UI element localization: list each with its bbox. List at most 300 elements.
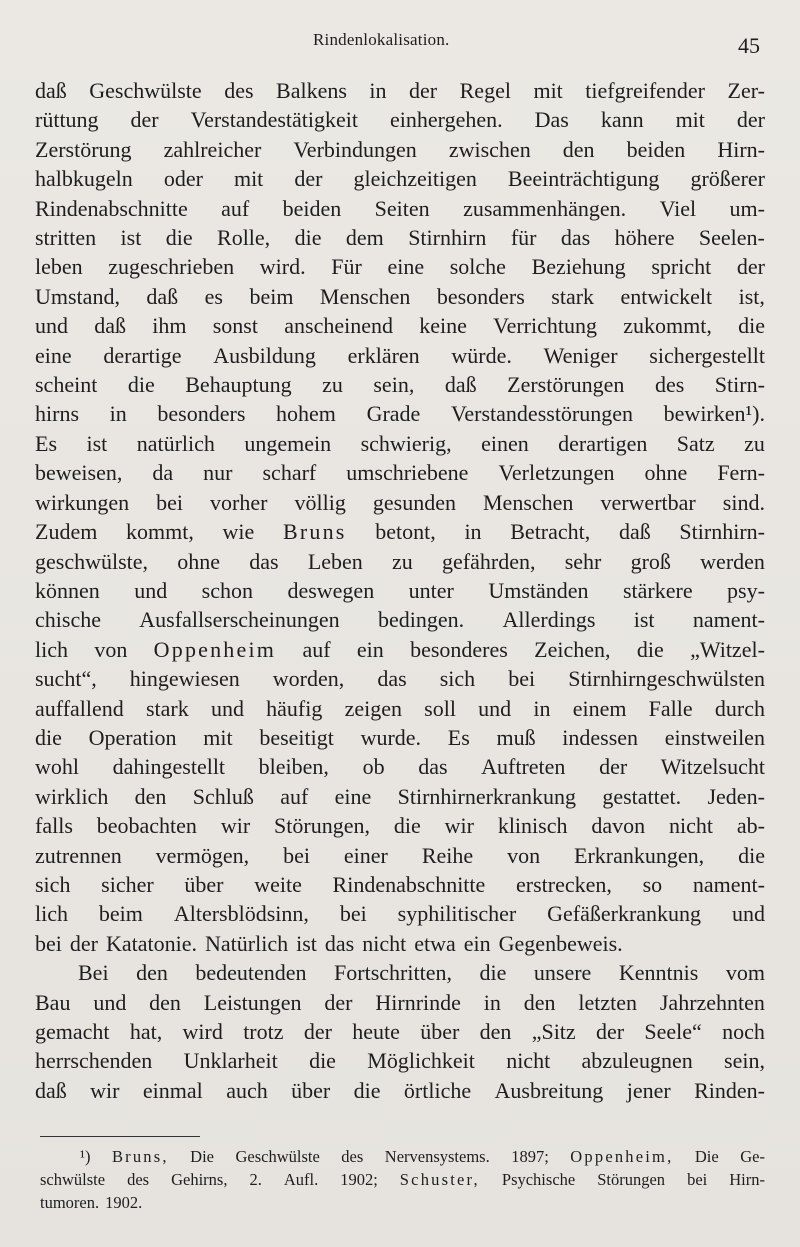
word: vorher <box>210 489 268 515</box>
word: halbkugeln <box>35 166 133 192</box>
word: Nervensystems. <box>384 1147 490 1166</box>
word: erklären <box>347 342 420 368</box>
word: lich <box>35 901 68 927</box>
word: die <box>35 724 62 750</box>
word: natürlich <box>136 430 215 456</box>
page-number: 45 <box>738 33 760 58</box>
word: Es <box>447 724 470 750</box>
word: den <box>523 989 556 1015</box>
word: 1902; <box>340 1170 378 1189</box>
word: ¹) <box>80 1147 91 1166</box>
word: scharf <box>262 460 317 486</box>
word: keine <box>419 313 467 339</box>
word: sonst <box>212 313 258 339</box>
word: das <box>249 548 279 574</box>
word: anscheinend <box>284 313 393 339</box>
word: Rindenabschnitte <box>332 871 486 897</box>
word: derartigen <box>558 430 648 456</box>
text-line <box>35 811 765 840</box>
word: bei <box>35 930 62 956</box>
word: der <box>596 1019 625 1044</box>
word: Seiten <box>374 195 430 221</box>
word: daß <box>35 1077 67 1103</box>
word: der <box>69 930 98 956</box>
word: stritten <box>35 225 97 251</box>
word: „Witzel- <box>690 636 765 662</box>
word: beim <box>249 283 294 309</box>
word: die <box>393 813 421 839</box>
word: sucht“, <box>35 666 97 692</box>
word: über <box>420 1019 460 1044</box>
word: kommt, <box>126 519 194 545</box>
footnotes <box>40 1145 765 1214</box>
text-line <box>35 76 765 105</box>
word: Fern- <box>717 460 765 486</box>
word: Rinden- <box>694 1077 765 1103</box>
word: den <box>562 136 595 162</box>
word: Bruns <box>283 519 347 545</box>
word: und <box>35 313 68 339</box>
word: trotz <box>243 1019 284 1044</box>
word: einmal <box>142 1077 203 1103</box>
footnote-line <box>40 1168 765 1191</box>
word: können <box>35 577 100 603</box>
word: daß <box>35 78 67 103</box>
word: unter <box>408 577 454 603</box>
word: Gefäßerkrankung <box>547 901 702 927</box>
word: beiden <box>282 195 342 221</box>
word: und <box>210 695 244 721</box>
word: bei <box>339 901 367 927</box>
word: und <box>93 989 127 1015</box>
word: Altersblödsinn, <box>173 901 309 927</box>
text-line <box>35 723 765 752</box>
word: zahlreicher <box>163 136 262 162</box>
word: Operation <box>88 724 177 750</box>
word: Erkrankungen, <box>574 842 705 868</box>
word: derartige <box>103 342 182 368</box>
word: Umständen <box>488 577 589 603</box>
word: den <box>479 1019 512 1044</box>
word: bei <box>687 1170 708 1189</box>
word: beim <box>98 901 143 927</box>
word: gestattet. <box>602 783 682 809</box>
word: die <box>127 372 155 398</box>
text-line <box>35 576 765 605</box>
word: sind. <box>722 489 765 515</box>
word: hohem <box>276 401 336 427</box>
word: unsere <box>533 960 592 986</box>
word: Kenntnis <box>618 960 699 986</box>
word: Falle <box>648 695 693 721</box>
word: in <box>483 989 501 1015</box>
word: beseitigt <box>259 724 334 750</box>
word: leben <box>35 254 83 280</box>
word: die <box>353 1077 381 1103</box>
word: und <box>134 577 168 603</box>
text-line <box>35 399 765 428</box>
word: häufig <box>266 695 323 721</box>
word: örtliche <box>403 1077 472 1103</box>
word: der <box>130 107 159 133</box>
word: Störungen, <box>274 813 370 839</box>
word: Behauptung <box>185 372 292 398</box>
text-line <box>35 547 765 576</box>
word: um- <box>729 195 765 221</box>
word: Seele“ <box>644 1019 702 1044</box>
word: beiden <box>626 136 686 162</box>
word: Zerstörung <box>35 136 132 162</box>
word: der <box>736 254 765 280</box>
word: spricht <box>651 254 712 280</box>
word: soll <box>424 695 456 721</box>
text-line <box>35 311 765 340</box>
word: ungemein <box>244 430 332 456</box>
word: Bau <box>35 989 71 1015</box>
word: heute <box>352 1019 400 1044</box>
word: ist <box>120 225 142 251</box>
word: Oppenheim <box>153 636 277 662</box>
word: zusammenhängen. <box>463 195 627 221</box>
word: stärkere <box>622 577 693 603</box>
text-line <box>35 164 765 193</box>
word: nicht <box>669 813 713 839</box>
word: Möglichkeit <box>367 1048 475 1074</box>
word: ist <box>296 930 317 956</box>
word: sich <box>35 871 71 897</box>
word: von <box>94 636 128 662</box>
word: den <box>134 783 167 809</box>
text-line <box>35 194 765 223</box>
word: zutrennen <box>35 842 122 868</box>
word: besonderes <box>410 636 508 662</box>
word: 1897; <box>511 1147 549 1166</box>
word: der <box>294 166 323 192</box>
word: die <box>309 1048 336 1074</box>
text-line <box>35 605 765 634</box>
running-head: Rindenlokalisation. <box>313 30 450 49</box>
word: bleiben, <box>258 754 329 780</box>
word: bei <box>156 489 184 515</box>
word: das <box>418 754 448 780</box>
text-line <box>35 105 765 134</box>
word: gesunden <box>372 489 456 515</box>
word: hingewiesen <box>129 666 240 692</box>
text-line <box>35 488 765 517</box>
word: Reihe <box>421 842 474 868</box>
word: kann <box>600 107 644 133</box>
word: auffallend <box>35 695 124 721</box>
word: des <box>654 372 685 398</box>
word: auf <box>280 783 309 809</box>
word: bedeutenden <box>195 960 307 986</box>
word: zwischen <box>448 136 531 162</box>
word: so <box>642 871 663 897</box>
word: Unklarheit <box>183 1048 278 1074</box>
word: Seelen- <box>698 225 765 251</box>
word: daß <box>94 313 127 339</box>
word: mit <box>675 107 705 133</box>
word: abzuleugnen <box>581 1048 693 1074</box>
word: ab- <box>736 813 765 839</box>
word: größerer <box>690 166 765 192</box>
word: einhergehen. <box>390 107 503 133</box>
word: bedingen. <box>378 607 465 633</box>
word: oder <box>163 166 203 192</box>
word: ist <box>86 430 108 456</box>
text-line <box>35 929 765 958</box>
word: groß <box>630 548 671 574</box>
word: Störungen <box>597 1170 666 1189</box>
text-line <box>35 282 765 311</box>
word: wohl <box>35 754 79 780</box>
word: höhere <box>614 225 675 251</box>
word: zu <box>744 430 765 456</box>
footnote-line <box>40 1145 765 1168</box>
word: Verrichtung <box>493 313 597 339</box>
word: Ge- <box>740 1147 765 1166</box>
word: wie <box>222 519 255 545</box>
text-line <box>35 1046 765 1075</box>
word: durch <box>714 695 765 721</box>
word: Zeichen, <box>534 636 611 662</box>
text-line <box>35 841 765 870</box>
word: die <box>738 842 765 868</box>
word: Allerdings <box>502 607 596 633</box>
word: die <box>165 225 193 251</box>
word: Verstandesstörungen <box>450 401 634 427</box>
word: herrschenden <box>35 1048 153 1074</box>
word: einer <box>343 842 388 868</box>
word: der <box>736 107 765 133</box>
word: davon <box>591 813 646 839</box>
word: Satz <box>676 430 715 456</box>
word: Geschwülste <box>89 78 202 103</box>
word: Aufl. <box>283 1170 319 1189</box>
word: beweisen, <box>35 460 123 486</box>
word: schon <box>201 577 253 603</box>
word: von <box>507 842 541 868</box>
word: Das <box>534 107 569 133</box>
word: einen <box>481 430 529 456</box>
word: Zerstörungen <box>507 372 625 398</box>
word: chische <box>35 607 101 633</box>
word: syphilitischer <box>397 901 517 927</box>
word: da <box>152 460 174 486</box>
word: gleichzeitigen <box>353 166 477 192</box>
text-line <box>35 899 765 928</box>
text-line <box>35 1017 765 1046</box>
text-line <box>35 958 765 987</box>
word: Verstandestätigkeit <box>190 107 359 133</box>
word: Psychische <box>501 1170 576 1189</box>
word: psy- <box>727 577 765 603</box>
text-line <box>35 429 765 458</box>
word: Stirnhirngeschwülsten <box>568 666 765 692</box>
word: sehr <box>564 548 602 574</box>
word: sicher <box>101 871 154 897</box>
word: lich <box>35 636 68 662</box>
word: Betracht, <box>510 519 591 545</box>
word: Es <box>35 430 57 456</box>
word: Rolle, <box>217 225 271 251</box>
word: die <box>479 960 507 986</box>
word: tiefgreifender <box>585 78 705 103</box>
text-line <box>35 341 765 370</box>
word: werden <box>700 548 765 574</box>
text-line <box>35 517 765 546</box>
word: mit <box>233 166 264 192</box>
word: wirklich <box>35 783 109 809</box>
footnote-divider <box>40 1136 200 1137</box>
text-line <box>35 664 765 693</box>
word: auch <box>226 1077 268 1103</box>
word: schwülste <box>40 1170 106 1189</box>
word: die <box>738 313 765 339</box>
word: wirkungen <box>35 489 130 515</box>
word: 2. <box>249 1170 262 1189</box>
word: die <box>294 225 322 251</box>
word: für <box>510 225 537 251</box>
word: ohne <box>177 548 221 574</box>
word: Beziehung <box>531 254 626 280</box>
word: tumoren. <box>40 1193 100 1212</box>
word: Verbindungen <box>293 136 417 162</box>
word: Grade <box>366 401 421 427</box>
word: daß <box>146 283 179 309</box>
word: sein, <box>724 1048 765 1074</box>
word: Die <box>694 1147 719 1166</box>
text-line <box>35 1076 765 1105</box>
word: Menschen <box>483 489 574 515</box>
word: entwickelt <box>620 283 713 309</box>
word: bei <box>508 666 536 692</box>
word: ein <box>463 930 491 956</box>
word: wird. <box>259 254 306 280</box>
word: Schluß <box>192 783 254 809</box>
word: Verletzungen <box>498 460 615 486</box>
word: mit <box>203 724 233 750</box>
word: ohne <box>644 460 688 486</box>
word: auf <box>302 636 331 662</box>
word: daß <box>444 372 477 398</box>
word: noch <box>722 1019 765 1044</box>
word: das <box>377 666 407 692</box>
word: Gehirns, <box>171 1170 228 1189</box>
word: Leben <box>307 548 363 574</box>
word: dahingestellt <box>112 754 226 780</box>
word: Oppenheim, <box>570 1147 674 1166</box>
word: des <box>127 1170 150 1189</box>
word: Rindenabschnitte <box>35 195 188 221</box>
word: Katatonie. <box>105 930 198 956</box>
word: des <box>224 78 254 103</box>
word: jener <box>626 1077 671 1103</box>
word: weite <box>254 871 302 897</box>
word: Bruns, <box>111 1147 169 1166</box>
word: zeigen <box>344 695 402 721</box>
word: wird <box>182 1019 223 1044</box>
word: der <box>324 989 353 1015</box>
body-text <box>35 76 765 1105</box>
word: schwierig, <box>360 430 452 456</box>
word: wir <box>220 813 251 839</box>
word: umschriebene <box>346 460 469 486</box>
word: Hirnrinde <box>375 989 461 1015</box>
word: dem <box>345 225 384 251</box>
word: besonders <box>436 283 525 309</box>
word: Ausbreitung <box>494 1077 604 1103</box>
word: Zudem <box>35 519 98 545</box>
word: wir <box>444 813 474 839</box>
text-line <box>35 223 765 252</box>
word: Umstand, <box>35 283 120 309</box>
word: würde. <box>451 342 512 368</box>
word: einem <box>572 695 627 721</box>
text-line <box>35 135 765 164</box>
word: bei <box>283 842 310 868</box>
word: der <box>409 78 438 103</box>
word: ist <box>633 607 655 633</box>
word: falls <box>35 813 73 839</box>
word: in <box>109 401 127 427</box>
word: nicht <box>362 930 407 956</box>
word: auf <box>221 195 250 221</box>
word: sichergestellt <box>649 342 765 368</box>
word: Zer- <box>727 78 765 103</box>
word: Bei <box>78 960 109 986</box>
word: zugeschrieben <box>108 254 235 280</box>
word: Viel <box>659 195 697 221</box>
word: zukommt, <box>623 313 712 339</box>
word: vom <box>725 960 765 986</box>
word: Für <box>331 254 362 280</box>
word: erstrecken, <box>516 871 612 897</box>
footnote-line <box>40 1191 765 1214</box>
word: muß <box>496 724 536 750</box>
word: ist, <box>738 283 765 309</box>
word: der <box>599 754 628 780</box>
word: einstweilen <box>664 724 765 750</box>
text-line <box>35 870 765 899</box>
word: es <box>204 283 223 309</box>
word: Balkens <box>276 78 347 103</box>
word: des <box>341 1147 364 1166</box>
word: letzten <box>578 989 638 1015</box>
word: rüttung <box>35 107 99 133</box>
word: Stirnhirn <box>408 225 487 251</box>
word: „Sitz <box>531 1019 576 1044</box>
word: deswegen <box>287 577 375 603</box>
word: sich <box>439 666 476 692</box>
word: zu <box>392 548 413 574</box>
word: Schuster, <box>399 1170 480 1189</box>
word: betont, <box>375 519 436 545</box>
word: Witzelsucht <box>660 754 765 780</box>
word: Gegenbeweis. <box>498 930 623 956</box>
text-line <box>35 752 765 781</box>
word: über <box>291 1077 331 1103</box>
word: Stirn- <box>714 372 765 398</box>
word: zu <box>322 372 343 398</box>
word: worden, <box>272 666 345 692</box>
word: nur <box>203 460 233 486</box>
text-line <box>35 694 765 723</box>
word: hirns <box>35 401 79 427</box>
word: Stirnhirnerkrankung <box>397 783 577 809</box>
word: ein <box>356 636 384 662</box>
word: solche <box>449 254 506 280</box>
